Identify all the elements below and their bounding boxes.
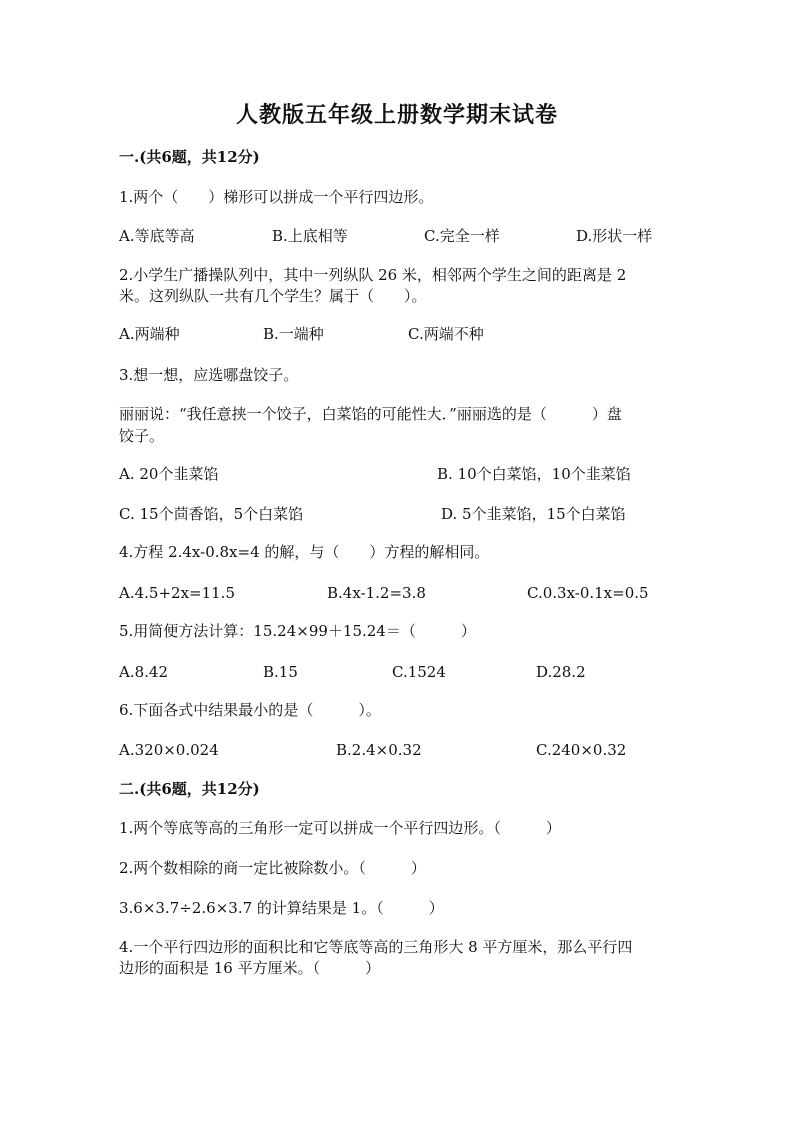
question-3-desc-line2: 饺子。 bbox=[119, 427, 165, 445]
q6-option-c[interactable]: C.240×0.32 bbox=[536, 741, 627, 759]
q1-option-a[interactable]: A.等底等高 bbox=[119, 227, 195, 245]
q1-option-d[interactable]: D.形状一样 bbox=[576, 227, 653, 245]
q5-option-d[interactable]: D.28.2 bbox=[536, 663, 586, 681]
judgement-4-line2: 边形的面积是 16 平方厘米。（ ） bbox=[119, 959, 381, 977]
question-3-stem: 3.想一想，应选哪盘饺子。 bbox=[119, 366, 299, 384]
section-1-heading: 一.(共6题，共12分) bbox=[119, 148, 260, 166]
q1-option-c[interactable]: C.完全一样 bbox=[424, 227, 500, 245]
q2-option-b[interactable]: B.一端种 bbox=[263, 325, 324, 343]
question-3-desc-line1: 丽丽说：“我任意挟一个饺子，白菜馅的可能性大．”丽丽选的是（ ）盘 bbox=[119, 405, 622, 423]
q2-option-c[interactable]: C.两端不种 bbox=[408, 325, 484, 343]
question-6-stem: 6.下面各式中结果最小的是（ ）。 bbox=[119, 701, 381, 719]
q6-option-a[interactable]: A.320×0.024 bbox=[119, 741, 219, 759]
q2-option-a[interactable]: A.两端种 bbox=[119, 325, 180, 343]
question-4-stem: 4.方程 2.4x-0.8x=4 的解，与（ ）方程的解相同。 bbox=[119, 543, 490, 561]
section-2-heading: 二.(共6题，共12分) bbox=[119, 780, 260, 798]
q5-option-c[interactable]: C.1524 bbox=[392, 663, 446, 681]
q3-option-a[interactable]: A. 20个韭菜馅 bbox=[119, 465, 219, 483]
q3-option-d[interactable]: D. 5个韭菜馅，15个白菜馅 bbox=[441, 505, 626, 523]
judgement-2: 2.两个数相除的商一定比被除数小。（ ） bbox=[119, 859, 426, 877]
q4-option-b[interactable]: B.4x-1.2=3.8 bbox=[327, 584, 426, 602]
question-2-stem-line1: 2.小学生广播操队列中，其中一列纵队 26 米，相邻两个学生之间的距离是 2 bbox=[119, 266, 627, 284]
question-2-stem-line2: 米。这列纵队一共有几个学生？属于（ ）。 bbox=[119, 287, 427, 305]
question-5-stem: 5.用简便方法计算：15.24×99＋15.24＝（ ） bbox=[119, 622, 476, 640]
judgement-1: 1.两个等底等高的三角形一定可以拼成一个平行四边形。（ ） bbox=[119, 819, 561, 837]
q6-option-b[interactable]: B.2.4×0.32 bbox=[336, 741, 422, 759]
q3-option-b[interactable]: B. 10个白菜馅，10个韭菜馅 bbox=[437, 465, 631, 483]
q3-option-c[interactable]: C. 15个茴香馅，5个白菜馅 bbox=[119, 505, 304, 523]
q5-option-a[interactable]: A.8.42 bbox=[119, 663, 168, 681]
question-1-stem: 1.两个（ ）梯形可以拼成一个平行四边形。 bbox=[119, 188, 434, 206]
q1-option-b[interactable]: B.上底相等 bbox=[272, 227, 348, 245]
judgement-3: 3.6×3.7÷2.6×3.7 的计算结果是 1。（ ） bbox=[119, 899, 444, 917]
q5-option-b[interactable]: B.15 bbox=[263, 663, 298, 681]
judgement-4-line1: 4.一个平行四边形的面积比和它等底等高的三角形大 8 平方厘米，那么平行四 bbox=[119, 938, 633, 956]
page-title: 人教版五年级上册数学期末试卷 bbox=[235, 102, 558, 128]
q4-option-c[interactable]: C.0.3x-0.1x=0.5 bbox=[527, 584, 649, 602]
q4-option-a[interactable]: A.4.5+2x=11.5 bbox=[119, 584, 235, 602]
